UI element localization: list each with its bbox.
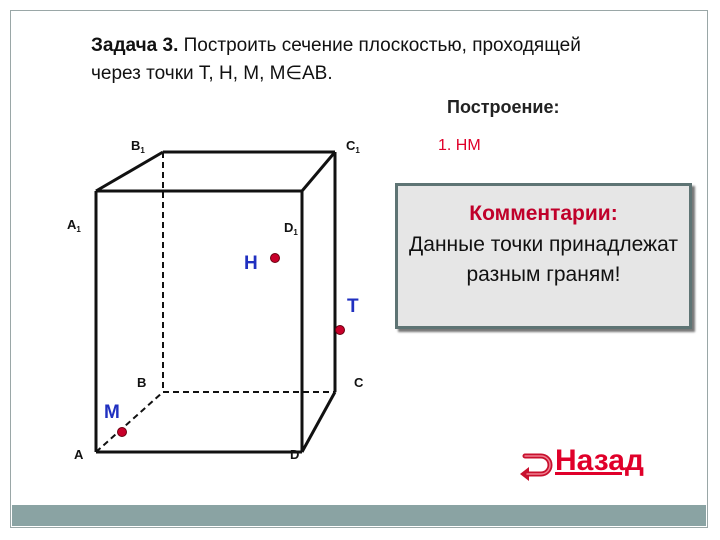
construction-header: Построение: <box>447 97 560 117</box>
vertex-label-b: B <box>137 375 147 390</box>
point-label-m: М <box>104 402 120 423</box>
point-label-t: Т <box>347 296 359 317</box>
point-m <box>118 428 127 437</box>
vertex-label-d1: $D_1$ <box>284 220 298 237</box>
task-number: Задача 3. <box>91 35 179 56</box>
construction-step-1: 1. НМ <box>438 137 481 154</box>
vertex-label-a1: $A_1$ <box>67 217 81 234</box>
return-arrow-icon <box>517 450 553 486</box>
vertex-label-d: D <box>290 447 300 462</box>
back-button[interactable] <box>515 444 665 488</box>
point-t <box>336 326 345 335</box>
task-text: Построить сечение плоскостью, проходящей через точки Т, Н, М, М∈АВ. <box>91 35 581 84</box>
vertex-label-b1: $B_1$ <box>131 138 145 155</box>
vertex-label-c1: $C_1$ <box>346 138 360 155</box>
bottom-bar <box>12 505 706 526</box>
comment-box <box>395 183 692 329</box>
back-label[interactable]: Назад <box>555 444 644 477</box>
point-label-h: Н <box>244 253 258 274</box>
comment-title: Комментарии: <box>469 202 618 225</box>
comment-text: Данные точки принадлежат разным граням! <box>409 233 678 286</box>
edge-a1-b1 <box>96 152 163 191</box>
edge-c1-d1 <box>302 152 335 191</box>
vertex-label-c: C <box>354 375 364 390</box>
vertex-label-a: A <box>74 447 84 462</box>
edge-d-c <box>302 392 335 452</box>
point-h <box>271 254 280 263</box>
